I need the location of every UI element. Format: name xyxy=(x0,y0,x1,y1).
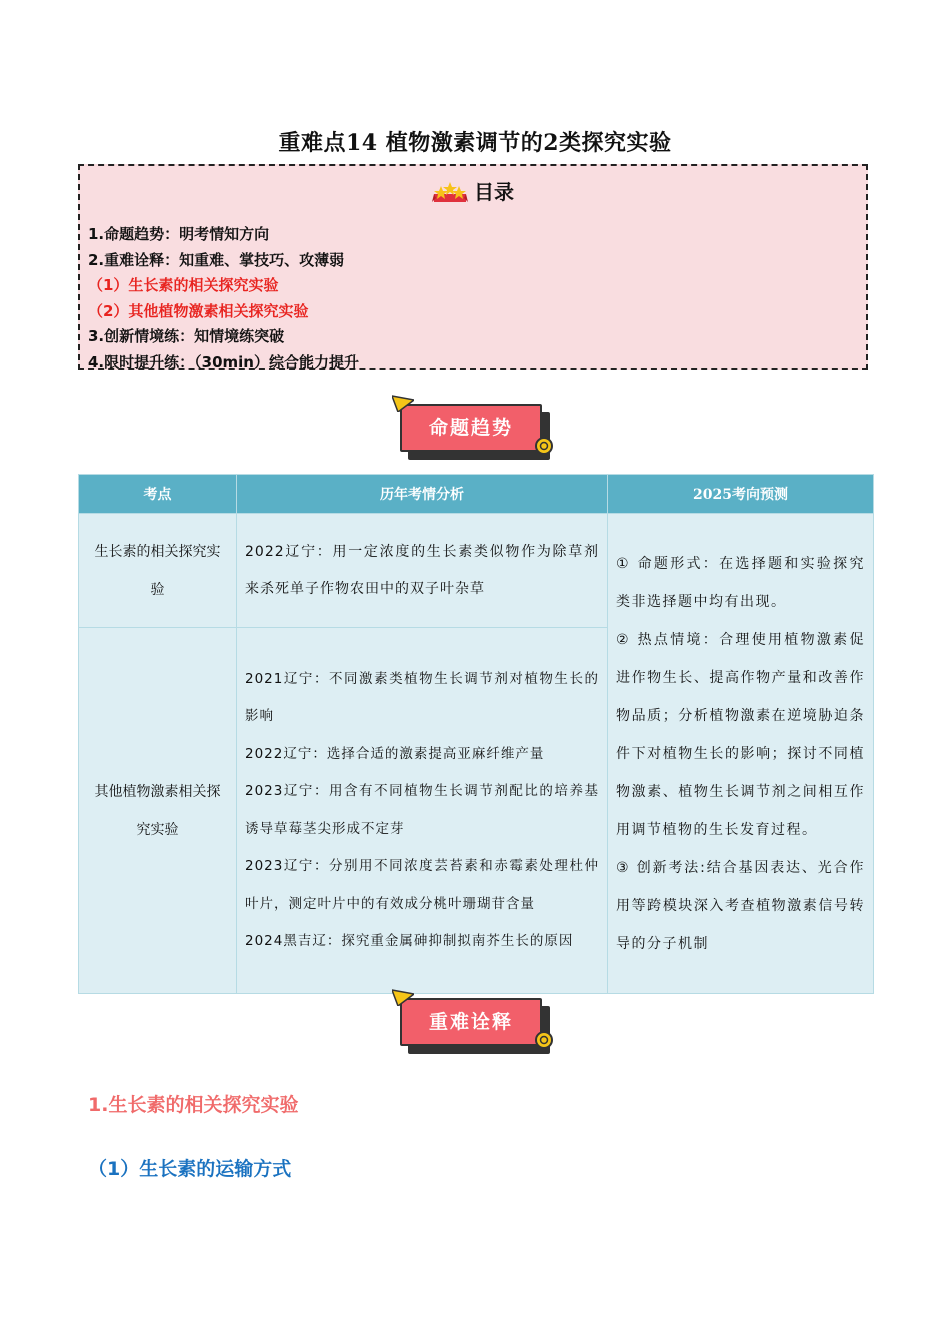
table-row xyxy=(79,514,874,628)
topic-cell: 生长素的相关探究实验 xyxy=(79,514,237,628)
toc-item[interactable]: 1.命题趋势：明考情知方向 xyxy=(88,225,270,243)
trend-ribbon xyxy=(400,404,550,460)
toc-heading xyxy=(80,176,866,206)
toc-list xyxy=(88,222,359,375)
history-item: 2023辽宁：用含有不同植物生长调节剂配比的培养基诱导草莓茎尖形成不定芽 xyxy=(245,783,599,837)
table-of-contents xyxy=(78,164,868,370)
coin-icon xyxy=(534,436,554,456)
history-cell: 2022辽宁：用一定浓度的生长素类似物作为除草剂来杀死单子作物农田中的双子叶杂草 xyxy=(237,514,608,628)
toc-item[interactable]: 2.重难诠释：知重难、掌技巧、攻薄弱 xyxy=(88,250,345,269)
table-header-row xyxy=(79,475,874,514)
section-heading: 1.生长素的相关探究实验 xyxy=(88,1094,299,1116)
flag-icon xyxy=(392,394,414,412)
prediction-item: ③ 创新考法:结合基因表达、光合作用等跨模块深入考查植物激素信号转导的分子机制 xyxy=(616,859,865,952)
page-title: 重难点14 植物激素调节的2类探究实验 xyxy=(278,130,672,156)
history-item: 2024黑吉辽：探究重金属砷抑制拟南芥生长的原因 xyxy=(245,933,574,949)
toc-heading-text: 目录 xyxy=(474,180,514,204)
flag-icon xyxy=(392,988,414,1006)
coin-icon xyxy=(534,1030,554,1050)
crown-badge-icon xyxy=(432,182,468,206)
explain-ribbon xyxy=(400,998,550,1054)
toc-item[interactable]: （2）其他植物激素相关探究实验 xyxy=(88,301,309,320)
trend-table xyxy=(78,474,874,994)
toc-item[interactable]: 3.创新情境练：知情境练突破 xyxy=(88,327,285,345)
prediction-cell xyxy=(608,514,874,994)
trend-ribbon-label: 命题趋势 xyxy=(400,404,542,452)
history-cell xyxy=(237,628,608,994)
explain-ribbon-label: 重难诠释 xyxy=(400,998,542,1046)
header-topic: 考点 xyxy=(79,475,237,514)
header-prediction: 2025考向预测 xyxy=(608,475,874,514)
history-item: 2022辽宁：选择合适的激素提高亚麻纤维产量 xyxy=(245,745,545,762)
toc-item[interactable]: （1）生长素的相关探究实验 xyxy=(88,276,279,294)
topic-cell: 其他植物激素相关探究实验 xyxy=(79,628,237,994)
history-item: 2021辽宁：不同激素类植物生长调节剂对植物生长的影响 xyxy=(245,670,599,724)
subsection-heading: （1）生长素的运输方式 xyxy=(88,1158,292,1180)
prediction-item: ② 热点情境：合理使用植物激素促进作物生长、提高作物产量和改善作物品质；分析植物激素在逆境胁迫条件下对植物生长的影响；探讨不同植物激素、植物生长调节剂之间相互作用调节植物的生长发育过程。 xyxy=(616,631,865,838)
history-item: 2023辽宁：分别用不同浓度芸苔素和赤霉素处理杜仲叶片，测定叶片中的有效成分桃叶珊瑚苷含量 xyxy=(245,858,599,912)
toc-item[interactable]: 4.限时提升练：（30min）综合能力提升 xyxy=(88,352,359,371)
header-history: 历年考情分析 xyxy=(237,475,608,514)
prediction-item: ① 命题形式：在选择题和实验探究类非选择题中均有出现。 xyxy=(616,555,865,610)
